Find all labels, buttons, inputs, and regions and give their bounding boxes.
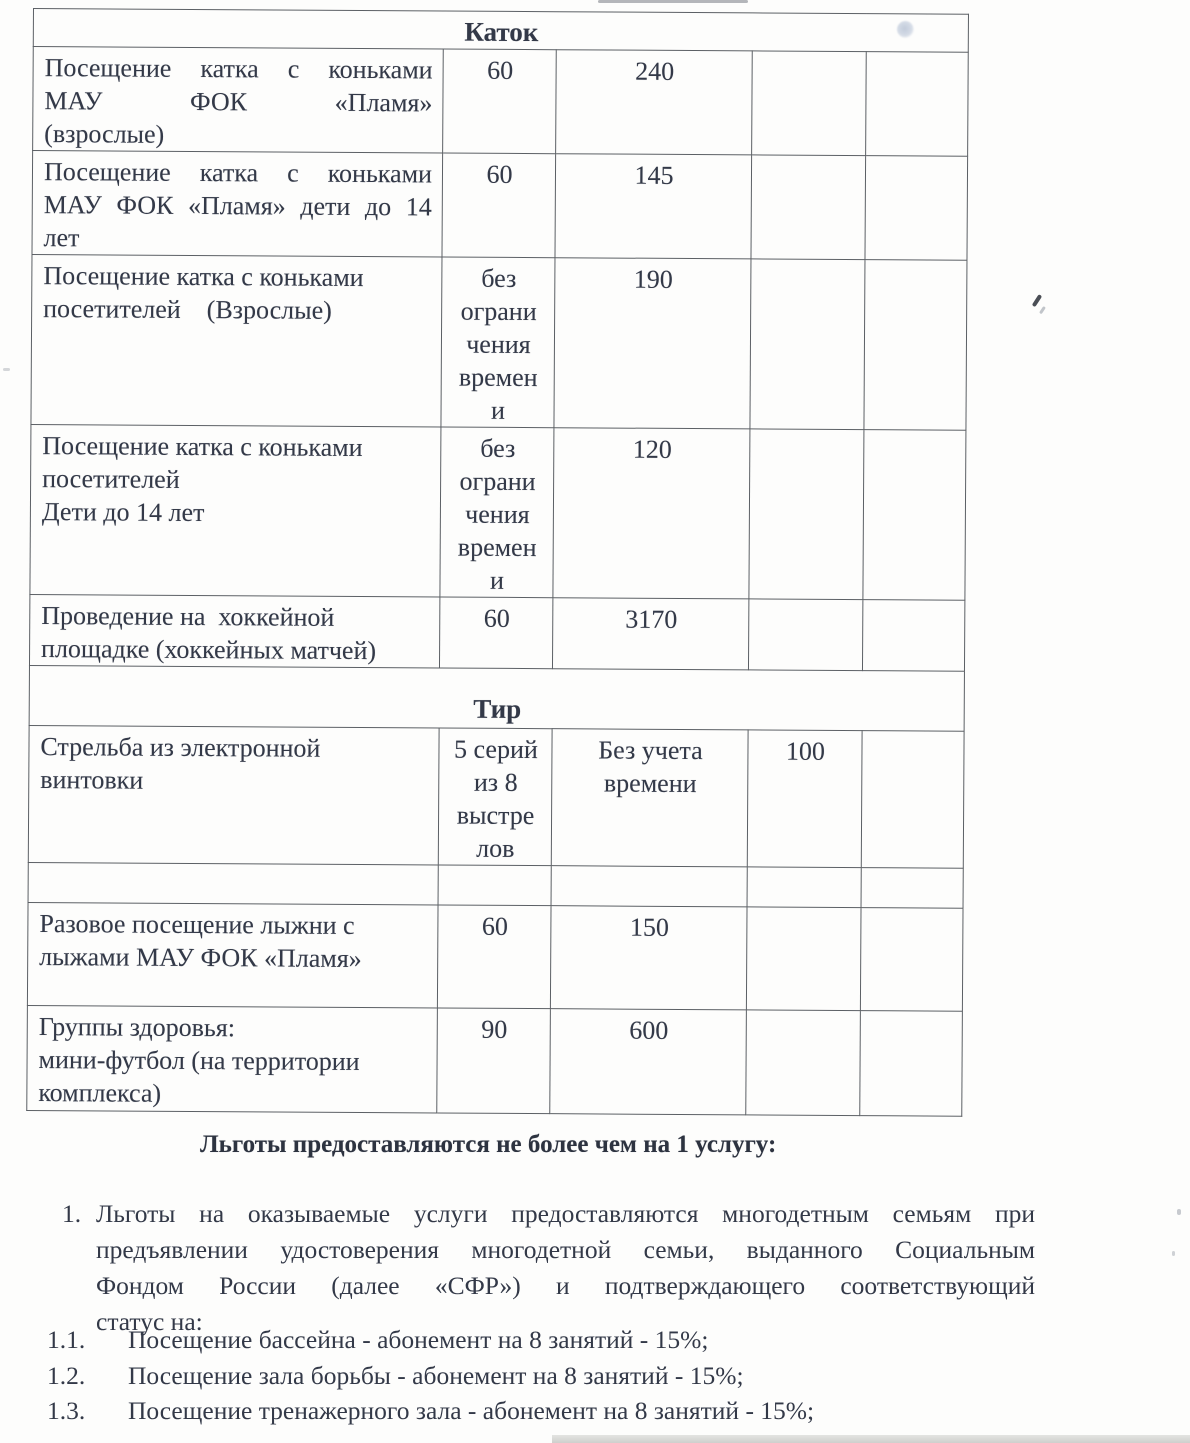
table-row	[27, 1005, 963, 1116]
benefits-item-1-text: Льготы на оказываемые услуги предоставляются многодетным семьям при предъявлении удостоверения многодетной семьи, выданного Социальным Фондом России (далее «СФР») и подтверждающего соответствующий статус на:	[96, 1199, 1035, 1336]
table-row	[32, 151, 968, 261]
scan-edge-artifact-top	[598, 0, 748, 3]
price-cell: 150	[550, 906, 747, 1010]
list-item	[47, 1323, 1057, 1358]
section-header-row	[29, 665, 964, 731]
extra-cell	[865, 156, 968, 261]
scan-speck	[1177, 1209, 1181, 1215]
service-cell	[28, 862, 438, 905]
section-title-tir: Тир	[29, 665, 964, 731]
section-title-katok: Каток	[33, 9, 968, 53]
duration-cell: 5 серий из 8 выстре лов	[438, 728, 552, 866]
table-row	[30, 424, 966, 600]
scan-speck	[3, 368, 10, 371]
duration-cell: 60	[442, 153, 556, 258]
duration-cell: 60	[437, 905, 551, 1009]
extra-cell	[861, 868, 963, 909]
service-cell: Проведение на хоккейной площадке (хоккейных матчей)	[29, 594, 439, 668]
extra-cell	[746, 907, 861, 1011]
duration-cell: 60	[443, 49, 557, 154]
list-item-text: Посещение бассейна - абонемент на 8 занятий - 15%;	[128, 1325, 709, 1354]
extra-cell	[750, 259, 865, 430]
extra-cell	[860, 908, 963, 1012]
service-cell: Посещение катка с коньками МАУ ФОК «Пламя» (взрослые)	[33, 47, 444, 154]
table-row	[27, 902, 963, 1011]
table-row	[28, 725, 964, 868]
list-item	[47, 1394, 1057, 1429]
duration-cell: 60	[439, 597, 552, 669]
pen-mark-tail	[1039, 306, 1045, 314]
price-cell: Без учета времени	[551, 729, 748, 867]
duration-cell: без ограни чения времен и	[441, 257, 555, 428]
price-cell	[551, 866, 747, 907]
duration-cell	[438, 865, 551, 906]
extra-cell	[746, 1010, 861, 1116]
table-row	[31, 254, 967, 430]
list-number: 1.3.	[47, 1396, 86, 1425]
service-cell: Разовое посещение лыжни с лыжами МАУ ФОК «Пламя»	[27, 902, 438, 1008]
list-number: 1.2.	[47, 1360, 86, 1390]
price-cell: 600	[550, 1009, 747, 1115]
extra-cell	[862, 600, 964, 672]
extra-cell	[748, 599, 862, 671]
service-cell: Посещение катка с коньками МАУ ФОК «Пламя» дети до 14 лет	[32, 151, 443, 258]
table-row	[29, 594, 964, 671]
list-item	[47, 1359, 1057, 1394]
duration-cell: без ограни чения времен и	[440, 427, 554, 598]
price-table	[26, 8, 969, 1117]
list-item-text: Посещение зала борьбы - абонемент на 8 занятий - 15%;	[128, 1360, 744, 1390]
extra-cell	[752, 51, 867, 156]
extra-cell	[747, 867, 861, 908]
service-cell: Стрельба из электронной винтовки	[28, 725, 439, 865]
benefits-item-1	[60, 1196, 1035, 1340]
table-row	[33, 47, 969, 157]
pen-mark	[1032, 294, 1042, 307]
scan-speck	[1172, 1251, 1175, 1256]
service-cell: Посещение катка с коньками посетителей (Взрослые)	[31, 254, 442, 427]
price-cell: 145	[555, 154, 752, 259]
list-item-text: Посещение тренажерного зала - абонемент на 8 занятий - 15%;	[128, 1396, 815, 1425]
list-number: 1.1.	[47, 1325, 86, 1354]
extra-cell	[860, 1011, 963, 1117]
price-cell: 120	[553, 428, 750, 599]
extra-cell	[866, 52, 969, 157]
extra-cell	[863, 430, 966, 601]
table-row-empty	[28, 862, 963, 908]
price-cell: 240	[556, 50, 753, 155]
scan-edge-artifact-bottom	[552, 1435, 1190, 1443]
benefits-subitems	[47, 1323, 1057, 1430]
benefits-heading: Льготы предоставляются не более чем на 1 услугу:	[200, 1131, 777, 1158]
extra-cell	[751, 155, 866, 260]
service-cell: Группы здоровья: мини-футбол (на территории комплекса)	[27, 1005, 438, 1113]
price-cell: 190	[554, 258, 751, 429]
service-cell: Посещение катка с коньками посетителей Дети до 14 лет	[30, 424, 441, 597]
extra-cell	[749, 429, 864, 600]
extra-cell	[861, 731, 964, 869]
extra-cell: 100	[747, 730, 862, 868]
price-table-wrap	[26, 8, 968, 1117]
duration-cell: 90	[437, 1008, 551, 1114]
section-header-row	[33, 9, 968, 53]
list-number: 1.	[62, 1199, 82, 1228]
price-cell: 3170	[552, 598, 748, 670]
extra-cell	[864, 260, 967, 431]
